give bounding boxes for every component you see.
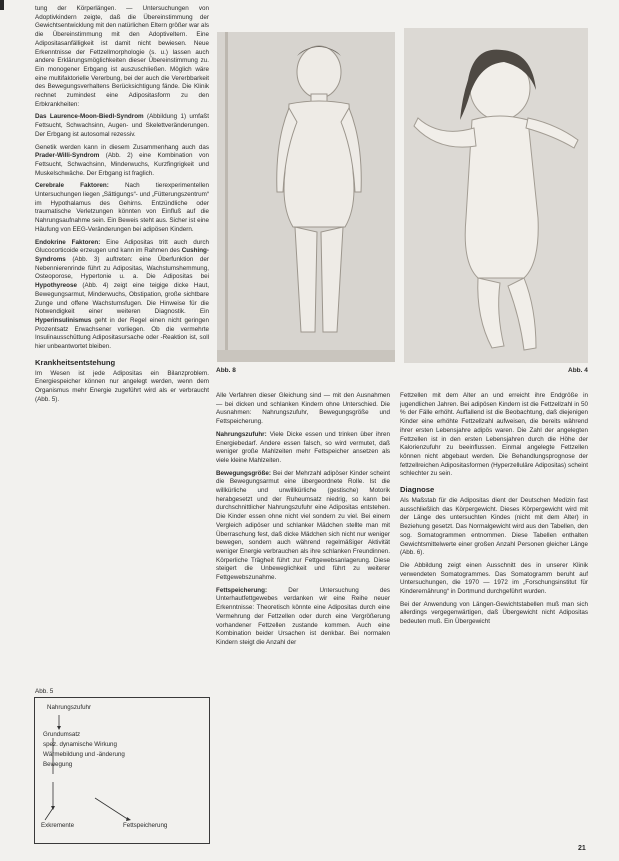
paragraph: Bewegungsgröße: Bei der Mehrzahl adipöser Kinder scheint die Bewegungsarmut eine übergeordnete Rolle. Ist die willkürliche und unwillkürliche (gestische) Motorik herabgesetzt und der Ruheumsatz niedrig, so kann bei durchschnittlicher Nahrungszufuhr eine Adipositas entstehen. Die Kinder essen ohne nicht viel sondern zu viel. Bei einem Vergleich adipöser und schlanker Mädchen stellte man mit Überraschung fest, daß dicke Mädchen sich nicht nur weniger bewegen, sondern auch während regelmäßiger Aktivität weniger Energie verbrauchen als ihre schlanken Freundinnen. Körperliche Trägheit führt zur Fettgewebsanlagerung. Diese steigert die Unbeweglichkeit und führt zu weiterer Fettgewebszunahme.: [216, 469, 390, 582]
text-column-3: [400, 392, 588, 842]
paragraph: Die Abbildung zeigt einen Ausschnitt des in unserer Klinik verwendeten Somatogrammes. Das Somatogramm beruht auf Untersuchungen, die 1970 — 1972 im „Forschungsinstitut für Kinderernährung“ in Dortmund durchgeführt wurden.: [400, 561, 588, 596]
section-heading: Krankheitsentstehung: [35, 357, 116, 367]
text-column-2: [216, 392, 390, 842]
paragraph: Endokrine Faktoren: Eine Adipositas tritt auch durch Glucocorticoide erzeugen und kann im Rahmen des Cushing-Syndroms (Abb. 3) auftreten: eine Überfunktion der Nebennierenrinde führt zu Adipositas, Wachstumshemmung, Osteoporose, Hypertonie u. a. Die Adipositas bei Hypothyreose (Abb. 4) zeigt eine teigige dicke Haut, Bewegungsarmut, Minderwuchs, Obstipation, große sichtbare Zunge und offene Wachstumsfugen. Die Hinweise für die Notwendigkeit einer weiteren Diagnostik. Ein Hyperinsulinismus geht in der Regel einen nicht geringen Prozentsatz Erwachsener vorliegen. Ob die vermehrte Insulinausschüttung Adipositasursache oder -Reaktion ist, soll hier unbeantwortet bleiben.: [35, 238, 209, 351]
page-number: 21: [578, 845, 586, 852]
paragraph-heading: Das Laurence-Moon-Biedl-Syndrom: [35, 113, 144, 121]
intake-label: Nahrungszufuhr: [47, 704, 92, 711]
crop-mark: [0, 0, 4, 10]
photo-caption-1: Abb. 8: [216, 367, 236, 374]
paragraph: Genetik werden kann in diesem Zusammenhang auch das Prader-Willi-Syndrom (Abb. 2) eine Kombination von Fettsucht, Schwachsinn, Minderwuchs, Kurzfingrigkeit und Muskelschwäche. Der Erbgang ist fraglich.: [35, 143, 209, 177]
paragraph: Im Wesen ist jede Adipositas ein Bilanzproblem. Energiespeicher können nur angelegt werden, wenn dem Organismus mehr Energie zugeführt wird als er verbraucht (Abb. 5).: [35, 369, 209, 403]
photo-standing-child: [217, 32, 395, 362]
excrements-label: Exkremente: [41, 822, 75, 829]
paragraph: Bei der Anwendung von Längen-Gewichtstabellen muß man sich allerdings vergegenwärtigen, daß Übergewicht nicht Adipositas bedeuten muß. Ein Übergewicht: [400, 600, 588, 626]
movement-label: Bewegung: [43, 761, 73, 768]
paragraph-heading: Bewegungsgröße:: [216, 469, 271, 477]
metabolism-label: Grundumsatz: [43, 731, 81, 738]
paragraph: Alle Verfahren dieser Gleichung sind — mit den Ausnahmen — bei dicken und schlanken Kindern ohne Unterschied. Die Ausnahmen: Nahrungszufuhr, Bewegungsgröße und Fettspeicherung.: [216, 392, 390, 426]
paragraph: Fettzellen mit dem Alter an und erreicht ihre Endgröße in jugendlichen Jahren. Bei adipösen Kindern ist die Fettzellzahl in 50 % der Fälle erhöht. Auffallend ist die Beobachtung, daß diejenigen Kinder eine erhöhte Fettzellzahl aufweisen, die bereits während ihrer ersten Lebensjahre adipös waren. Die Zahl der angelegten Fettzellen ist in den ersten Lebensjahren durch die Höhe der Kalorienzufuhr zu beeinflussen. Einmal angelegte Fettzellen können nicht abgebaut werden. Die Behandlungsprognose der fettzellreichen Adipositasformen (Hyperzelluläre Adipositas) scheint schlechter zu sein.: [400, 392, 588, 478]
paragraph: Fettspeicherung: Der Untersuchung des Unterhautfettgewebes verdanken wir eine Reihe neuer Erkenntnisse: Theoretisch könnte eine Adipositas durch eine Vermehrung der Fettzellen oder durch eine Vergrößerung vorhandener Fettzellen zustande kommen. Auch eine Kombination beider Ursachen ist denkbar. Bei normalen Kindern steigt die Anzahl der: [216, 586, 390, 646]
toddler-figure-illustration: [404, 28, 588, 363]
sda-label: spez. dynamische Wirkung: [43, 741, 117, 748]
child-figure-illustration: [217, 32, 395, 362]
heat-label: Wärmebildung und -änderung: [43, 751, 125, 758]
paragraph-heading: Prader-Willi-Syndrom: [35, 152, 100, 160]
figure-caption: Abb. 5: [35, 688, 54, 695]
paragraph: Cerebrale Faktoren: Nach tierexperimentellen Untersuchungen liegen „Sättigungs“- und „Fütterungszentrum“ im Hypothalamus des Gehirns. Entzündliche oder traumatische Verletzungen könnten von Einfluß auf die Nahrungsaufnahme sein. Ein Beweis steht aus. Sicher ist eine Häufung von EEG-Veränderungen bei adipösen Kindern.: [35, 182, 209, 233]
paragraph-heading: Nahrungszufuhr:: [216, 430, 267, 438]
paragraph: Als Maßstab für die Adipositas dient der Deutschen Medizin fast ausschließlich das Körpergewicht. Dieses Körpergewicht wird mit der Länge des untersuchten Kindes (nicht mit dem Alter) in Beziehung gesetzt. Das Normalgewicht wird aus den Tabellen, den sog. Somatogrammen entnommen. Diese Tabellen enthalten Gewichtsmittelwerte einer großen Anzahl Personen gleicher Länge (Abb. 6).: [400, 497, 588, 557]
section-heading: Diagnose: [400, 485, 435, 495]
paragraph-heading: Fettspeicherung:: [216, 586, 268, 594]
paragraph-heading: Cerebrale Faktoren:: [35, 182, 109, 190]
paragraph-heading: Endokrine Faktoren:: [35, 238, 101, 246]
paragraph: Nahrungszufuhr: Viele Dicke essen und trinken über ihren Energiebedarf. Andere essen falsch, so wird vermutet, daß weniger große Mahlzeiten mehr Fettspeicher ansetzen als viele kleine Mahlzeiten.: [216, 430, 390, 464]
paragraph: tung der Körperlängen. — Untersuchungen von Adoptivkindern zeigte, daß die Übereinstimmung der Gewichtsentwicklung mit den natürlichen Eltern größer war als die Übereinstimmung mit den Adoptiveltern. Eine Adipositasanfälligkeit ist damit nicht bewiesen. Neue Erkenntnisse der Fettzellmorphologie (s. u.) lassen auch andere Erklärungsmöglichkeiten dieser Übereinstimmung zu. Ein monogener Erbgang ist auszuschließen. Möglich wäre eine multifaktorielle Vererbung, bei der auch die Vererbbarkeit des Bewegungsverhaltens Berücksichtigung fände. Die Klinik rechnet zumindest eine Adipositasform zu den Erbkrankheiten:: [35, 5, 209, 108]
paragraph: Das Laurence-Moon-Biedl-Syndrom (Abbildung 1) umfaßt Fettsucht, Schwachsinn, Augen- und Skelettveränderungen. Der Erbgang ist autosomal rezessiv.: [35, 113, 209, 138]
text-column-1: [35, 5, 209, 690]
energy-balance-diagram: [34, 697, 210, 844]
photo-caption-2: Abb. 4: [568, 367, 588, 374]
photo-toddler: [404, 28, 588, 363]
storage-label: Fettspeicherung: [123, 822, 168, 829]
